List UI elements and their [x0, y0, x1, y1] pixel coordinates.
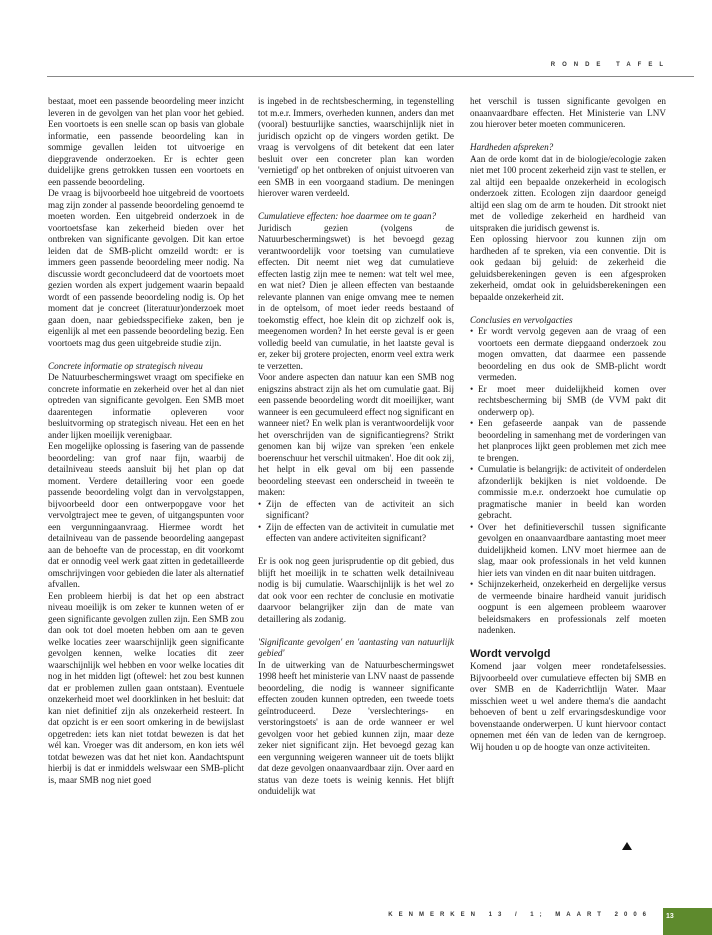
- section-heading: Wordt vervolgd: [470, 648, 551, 660]
- footer-issue: KENMERKEN 13 / 1; MAART 2006: [388, 912, 652, 918]
- section-heading: Cumulatieve effecten: hoe daarmee om te gaan?: [258, 211, 437, 221]
- paragraph: Juridisch gezien (volgens de Natuurbeschermingswet) is het bevoegd gezag verantwoordelijk voor toetsing van cumulatieve effecten. Dit neemt niet weg dat cumulatieve effecten lastig zijn mee te nemen: wat telt wel mee, en wat niet? Dien je alleen effecten van bestaande relevante plannen van enige omvang mee te nemen in de optelsom, of moet ieder reeds bestaand of toekomstig effect, hoe klein dit op zichzelf ook is, meegenomen worden? In het eerste geval is er geen volledig beeld van cumulatie, in het laatste geval is er, zeker bij grotere projecten, enorm veel extra werk te verzetten.: [258, 222, 454, 371]
- bullet-item: • Zijn de effecten van de activiteit an sich significant?: [258, 499, 454, 522]
- paragraph: bestaat, moet een passende beoordeling meer inzicht leveren in de gevolgen van het plan voor het gebied. Een voortoets is een snelle scan op basis van globale informatie, een passende beoordeling kan in sommige gevallen leiden tot uitvoerige en diepgravende onderzoeken. Er is echter geen duidelijke grens getrokken tussen een voortoets en een passende beoordeling.: [48, 96, 244, 187]
- paragraph: Een probleem hierbij is dat het op een abstract niveau moeilijk is om zeker te kunnen weten of er geen significante gevolgen zullen zijn. Een SMB zou dan ook tot doel moeten hebben om aan te geven welke locaties zeer waarschijnlijk geen significante gevolgen kennen, welke locaties dit zeer waarschijnlijk wel hebben en voor welke locaties dit nog in het midden ligt (oftewel: het zou best kunnen dat er problemen zullen gaan ontstaan). Eventuele onzekerheid moet wel doorklinken in het besluit: dat kan niet definitief zijn als onzekerheid resteert. In dat opzicht is er een soort omkering in de bewijslast opgetreden: iets kan niet totdat bewezen is dat het wél kan. Vroeger was dit andersom, en kon iets wél totdat bewezen was dat het niet kon. Aandachtspunt hierbij is dat er inmiddels welswaar een SMB-plicht is, maar SMB nog niet goed: [48, 590, 244, 785]
- paragraph-gap: [470, 131, 666, 143]
- paragraph: De Natuurbeschermingswet vraagt om specifieke en concrete informatie en zekerheid over het al dan niet optreden van significante gevolgen. Een SMB moet daarentegen informatie opleveren voor besluitvorming op strategisch niveau. Het een en het ander lijken moeilijk verenigbaar.: [48, 372, 244, 440]
- paragraph-gap: [258, 200, 454, 212]
- section-heading: 'Significante gevolgen' en 'aantasting van natuurlijk gebied': [258, 636, 454, 658]
- paragraph: Aan de orde komt dat in de biologie/ecologie zaken niet met 100 procent zekerheid zijn vast te stellen, er zal altijd een bepaalde onzekerheid in ecologisch onderzoek zitten. Ecologen zijn daardoor geneigd altijd een slag om de arm te houden. Dit strookt niet met de volledige zekerheid en hardheid van uitspraken die juridisch gewenst is.: [470, 153, 666, 233]
- paragraph: Voor andere aspecten dan natuur kan een SMB nog enigszins abstract zijn als het om cumulatie gaat. Bij een passende beoordeling wordt dit moeilijker, want wanneer is een gecumuleerd effect nog significant en wanneer niet? En welk plan is verantwoordelijk voor het overschrijden van de significantiegrens? Strikt genomen kan bij wijze van spreken 'een enkele boerenschuur het verschil uitmaken'. Hoe dit ook zij, het helpt in elk geval om bij een passende beoordeling steevast een onderscheid in tweeën te maken:: [258, 372, 454, 497]
- paragraph: Een mogelijke oplossing is fasering van de passende beoordeling: van grof naar fijn, waarbij de detailniveau steeds aansluit bij het plan op dat moment. Verdere detaillering voor een goede passende beoordeling volgt dan in vervolgstappen, bijvoorbeeld door een ontwerpopgave voor het vervolgtraject mee te geven, of uitgangspunten voor een vergunningaanvraag. Hiermee wordt het detailniveau van de passende beoordeling aangepast aan de behoefte van de processtap, en dit voorkomt dat er onnodig veel werk gaat zitten in gedetailleerde omschrijvingen voor gebieden die later als alternatief afvallen.: [48, 441, 244, 589]
- bullet-item: • Er moet meer duidelijkheid komen over rechtsbescherming bij SMB (de VVM pakt dit onderwerp op).: [470, 384, 666, 419]
- bullet-item: • Schijnzekerheid, onzekerheid en dergelijke versus de vermeende binaire hardheid vanuit juridisch oogpunt is een algemeen probleem waarover beleidsmakers en professionals zelf moeten nadenken.: [470, 579, 666, 637]
- text-column-3: [470, 96, 666, 753]
- paragraph: Komend jaar volgen meer rondetafelsessies. Bijvoorbeeld over cumulatieve effecten bij SMB en over SMB en de Kaderrichtlijn Water. Maar misschien weet u wel andere thema's die aandacht behoeven of bent u zelf ervaringsdeskundige voor bovenstaande onderwerpen. U kunt hiervoor contact opnemen met één van de leden van de kerngroep. Wij houden u op de hoogte van onze activiteiten.: [470, 661, 666, 752]
- paragraph: Er is ook nog geen jurisprudentie op dit gebied, dus blijft het moeilijk in te schatten welk detailniveau nodig is bij cumulatie. Waarschijnlijk is het wel zo dat ook voor een rechter de conclusie en motivatie daarvoor belangrijker zijn dan de mate van detaillering als zodanig.: [258, 556, 454, 624]
- section-heading: Conclusies en vervolgacties: [470, 314, 573, 325]
- bullet-item: • Zijn de effecten van de activiteit in cumulatie met effecten van andere activiteiten significant?: [258, 522, 454, 545]
- section-heading: Concrete informatie op strategisch niveau: [48, 360, 203, 371]
- paragraph: De vraag is bijvoorbeeld hoe uitgebreid de voortoets mag zijn zonder al passende beoordeling genoemd te moeten worden. Een uitgebreid onderzoek in de voortoetsfase kan zekerheid bieden over het ontbreken van significante gevolgen. Dit kan ertoe leiden dat de SMB-plicht omzeild wordt: er is immers geen passende beoordeling meer nodig. Na discussie wordt geconcludeerd dat de voortoets moet gezien worden als expert judgement waarin bepaald wordt of een passende beoordeling nodig is. Op het moment dat je concreet (literatuur)onderzoek moet gaan doen, naar gebiedsspecifieke zaken, ben je eigenlijk al met een passende beoordeling bezig. Een voortoets mag dus geen uitgebreide studie zijn.: [48, 188, 244, 348]
- text-column-2: [258, 96, 454, 798]
- paragraph-gap: [470, 303, 666, 315]
- paragraph: In de uitwerking van de Natuurbeschermingswet 1998 heeft het ministerie van LNV naast de passende beoordeling, die nodig is wanneer significante effecten zouden kunnen optreden, een tweede toets geïntroduceerd. Deze 'verslechterings- en verstoringstoets' is aan de orde wanneer er wel gevolgen voor het gebied kunnen zijn, maar deze zeker niet significant zijn. Het bevoegd gezag kan een vergunning weigeren wanneer uit de toets blijkt dat deze gevolgen onaanvaardbaar zijn. Over aard en status van deze toets is weinig kennis. Het blijft onduidelijk wat: [258, 659, 454, 796]
- text-column-1: [48, 96, 244, 786]
- bullet-list: [258, 499, 454, 545]
- bullet-list: [470, 326, 666, 637]
- paragraph-gap: [258, 625, 454, 637]
- section-heading: Hardheden afspreken?: [470, 142, 554, 152]
- page-number-box: [663, 908, 712, 935]
- page-number: 13: [666, 913, 674, 920]
- bullet-item: • Er wordt vervolg gegeven aan de vraag of een voortoets een dermate diepgaand onderzoek zou mogen omvatten, dat daarmee een passende beoordeling en dus ook de SMB-plicht wordt vermeden.: [470, 326, 666, 384]
- header-rule: [47, 76, 694, 77]
- bullet-item: • Over het definitieverschil tussen significante gevolgen en onaanvaardbare aantasting moet meer duidelijkheid komen. LNV moet hiermee aan de slag, maar ook professionals in het veld kunnen hier iets van vinden en dit naar buiten uitdragen.: [470, 522, 666, 580]
- paragraph: Een oplossing hiervoor zou kunnen zijn om hardheden af te spreken, via een conventie. Dit is ook gedaan bij geluid: de zekerheid die geluidsberekeningen geven is een afgesproken zekerheid, omdat ook in geluidsberekeningen een bepaalde onzekerheid zit.: [470, 234, 666, 302]
- bullet-item: • Cumulatie is belangrijk: de activiteit of onderdelen afzonderlijk bekijken is niet voldoende. De commissie m.e.r. onderzoekt hoe cumulatie op pragmatische manier in beeld kan worden gebracht.: [470, 464, 666, 522]
- paragraph-gap: [470, 637, 666, 649]
- paragraph-gap: [258, 545, 454, 557]
- running-head: RONDE TAFEL: [550, 62, 670, 68]
- paragraph: het verschil is tussen significante gevolgen en onaanvaardbare effecten. Het Ministerie van LNV zou hierover beter moeten communiceren.: [470, 96, 666, 129]
- paragraph: is ingebed in de rechtsbescherming, in tegenstelling tot m.e.r. Immers, overheden kunnen, anders dan met (vooral) bestuurlijke sancties, waarschijnlijk niet in juridisch opzicht op de vingers worden getikt. De vraag is vervolgens of dit betekent dat een later besluit over een concreter plan kan worden 'vernietigd' op het ontbreken of onjuist uitvoeren van een SMB in een voorgaand stadium. De meningen hierover waren verdeeld.: [258, 96, 454, 198]
- end-of-article-triangle-icon: [622, 842, 632, 850]
- paragraph-gap: [48, 349, 244, 361]
- bullet-item: • Een gefaseerde aanpak van de passende beoordeling in samenhang met de vorderingen van het planproces lijkt geen problemen met zich mee te brengen.: [470, 418, 666, 464]
